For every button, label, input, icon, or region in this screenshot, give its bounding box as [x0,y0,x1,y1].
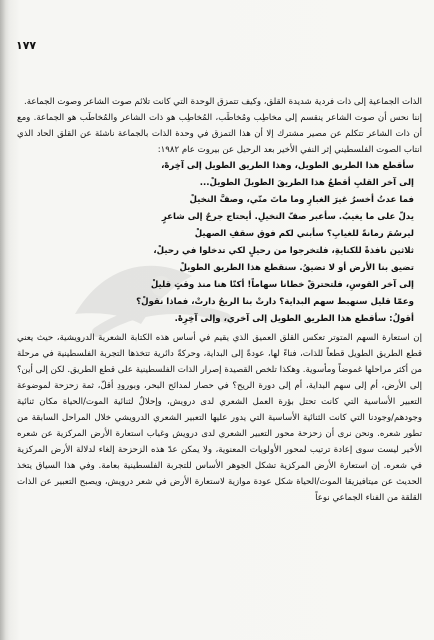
poem-line: يدلّ على ما يغيبُ. سأعبر صفّ النخيلِ. أيحتاج جرحٌ إلى شاعرٍ [161,212,414,222]
poem-line: سأقطع هذا الطريق الطويل، وهذا الطريق الطويل إلى آخِرهْ، [161,161,414,171]
poem-excerpt [17,158,422,328]
poem-line: ليرسُمَ رمانةً للغيابِ؟ سأبني لكم فوق سقفِ الصهيلْ [194,229,414,239]
poem-line: تضيق بنا الأرض أو لا تضيقُ. سنقطع هذا الطريق الطويلْ [179,263,414,273]
poem-line: إلى آخر القوسِ، فلتحترقْ خطانا سهاماً! أكنّا هنا منذ وقتٍ قليلْ [150,280,414,290]
poem-line: وعمّا قليل سنهبط سهم البداية؟ دارتْ بنا الريحُ دارتْ، فماذا نقولْ؟ [136,297,414,307]
page-number: ١٧٧ [16,39,37,52]
paragraph-2: إننا نحس أن صوت الشاعر ينقسم إلى مخاطِب ومُخاطَب، المُخاطِب هو ذات الشاعر والمُخاطَب هو الجماعة. ومع أن ذات الشاعر تتكلم عن مصير مشترك إلا أن هذا التمزق في وحدة الذات بالجماعة ناشئة عن القلق الحاد الذي انتاب الصوت الفلسطيني إثر النفي الأخير بعد الرحيل عن بيروت عام ١٩٨٢: [17,113,422,155]
poem-line: فما عدتُ أخسرُ غيرَ الغبارِ وما ماتَ منّي، وصفَّ النخيلْ [189,195,414,205]
paragraph-1: الذات الجماعية إلى ذات فردية شديدة القلق، وكيف تتمزق الوحدة التي كانت تلائم صوت الشاعر وصوت الجماعة. [24,97,422,107]
poem-line: إلى آخر القلبِ أقطعُ هذا الطريقَ الطويلَ الطويلْ... [199,178,414,188]
poem-line: ثلاثين نافذةً للكنايةِ، فلتخرجوا من رحيلٍ لكي تدخلوا في رحيلْ، [153,246,414,256]
poem-line: أقولُ: سأقطع هذا الطريق الطويل إلى آخري، وإلى آخِرِهْ. [174,314,414,324]
closing-paragraph: إن استعارة السهم المتوتر تعكس القلق العميق الذي يقيم في أساس هذه الكتابة الشعرية الدرويشية، حيث يعني قطع الطريق الطويل قطعاً للذات، فناءً لها، عودةً إلى البداية، وحركةً دائرية تتخذها التجربة الفلسطينية في مرحلة من أكثر مراحلها غموضاً ومأسوية. وهكذا تلخص القصيدة إصرار الذات الفلسطينية على قطع الطريق. لكن إلى أين؟ إلى الأرض، أم إلى سهم البداية، أم إلى دورة الريح؟ في حصار لمدائح البحر، وبورودِ أقلّ، ثمة زحزحة لموضوعة التعبير الأساسية التي كانت تحتل بؤرة العمل الشعري لدى درويش، وإحلالٌ لثنائية الموت/الحياة مكان ثنائية وجودهم/وجودنا التي كانت الثنائية الأساسية التي يدور عليها التعبير الشعري الدرويشي خلال المراحل السابقة من تطور شعره. ونحن نرى أن زحزحة محور التعبير الشعري لدى درويش وغياب استعارة الأرض المركزية عن شعره الأخير ليست سوى إعادة ترتيب لمحور الأولويات المعنوية، ولا يمكن عدّ هذه الزحزحة إلغاء لدلالة الأرض المركزية في شعره. إن استعارة الأرض المركزية تشكل الجوهر الأساس للتجربة الفلسطينية بعامة. وفي هذا السياق يتخذ الحديث عن ميتافيزيقا الموت/الحياة شكل عودة موازية لاستعارة الأرض في شعر درويش، ويصبح التعبير عن الذات القلقة من الفناء الجماعي نوعاً [17,333,422,503]
binding-shadow [0,0,10,640]
page-text [17,94,422,506]
